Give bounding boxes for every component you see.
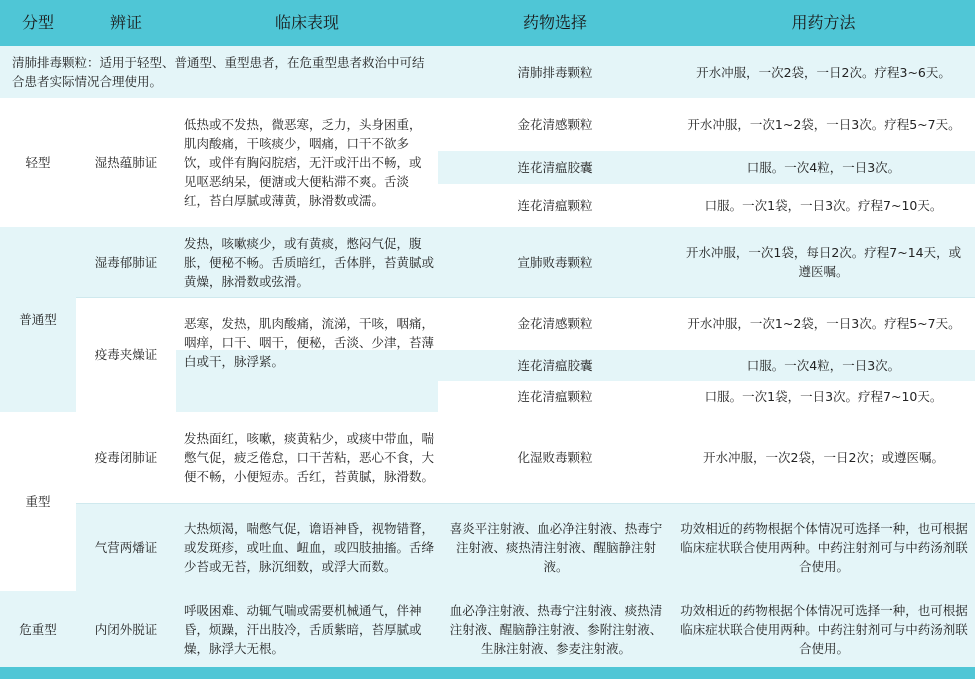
header-method: 用药方法 — [791, 13, 856, 32]
severe-drug-1: 化湿败毒颗粒 — [517, 450, 593, 465]
severe-manifestation-1: 发热面红，咳嗽，痰黄粘少，或痰中带血，喘憋气促，疲乏倦怠，口干苦粘，恶心不食，大便不畅，小便短赤。舌红，苔黄腻，脉滑数。 — [184, 431, 435, 484]
mild-drug-2: 连花清瘟胶囊 — [517, 160, 593, 175]
common-syndrome-1: 湿毒郁肺证 — [94, 254, 158, 270]
severe-method-1: 开水冲服，一次2袋，一日2次；或遵医嘱。 — [703, 450, 944, 465]
critical-method: 功效相近的药物根据个体情况可选择一种，也可根据临床症状联合使用两种。中药注射剂可与中药汤剂联合使用。 — [680, 602, 968, 656]
severe-type: 重型 — [25, 494, 51, 509]
critical-type: 危重型 — [19, 621, 57, 637]
mild-method-1: 开水冲服，一次1~2袋，一日3次。疗程5~7天。 — [687, 117, 961, 132]
critical-drug: 血必净注射液、热毒宁注射液、痰热清注射液、醒脑静注射液、参附注射液、生脉注射液、参麦注射液。 — [449, 602, 663, 656]
table-footer-bar — [0, 667, 975, 679]
common-drug-2a: 金花清感颗粒 — [517, 316, 593, 331]
common-syndrome-2: 疫毒夹燥证 — [94, 347, 158, 362]
general-note: 清肺排毒颗粒：适用于轻型、普通型、重型患者，在危重型患者救治中可结合患者实际情况合理使用。 — [12, 55, 425, 89]
common-drug-1: 宣肺败毒颗粒 — [517, 254, 593, 270]
common-drug-2b: 连花清瘟胶囊 — [517, 358, 593, 373]
common-manifestation-1: 发热，咳嗽痰少，或有黄痰，憋闷气促，腹胀，便秘不畅。舌质暗红，舌体胖，苔黄腻或黄燥，脉滑数或弦滑。 — [184, 235, 435, 289]
common-drug-2c: 连花清瘟颗粒 — [517, 389, 593, 404]
general-drug: 清肺排毒颗粒 — [517, 64, 593, 80]
severe-method-2: 功效相近的药物根据个体情况可选择一种，也可根据临床症状联合使用两种。中药注射剂可与中药汤剂联合使用。 — [680, 520, 968, 574]
common-method-2c: 口服。一次1袋，一日3次。疗程7~10天。 — [704, 389, 943, 404]
header-syndrome: 辨证 — [109, 13, 142, 32]
common-method-1: 开水冲服，一次1袋，每日2次。疗程7~14天，或遵医嘱。 — [685, 245, 962, 279]
common-method-2b: 口服。一次4粒，一日3次。 — [746, 358, 901, 373]
mild-drug-3: 连花清瘟颗粒 — [517, 198, 593, 213]
critical-syndrome: 内闭外脱证 — [94, 621, 158, 637]
table-header — [0, 0, 975, 46]
severe-syndrome-2: 气营两燔证 — [94, 539, 158, 555]
common-manifestation-2: 恶寒，发热，肌肉酸痛，流涕，干咳，咽痛，咽痒，口干、咽干，便秘，舌淡、少津，苔薄白或干，脉浮紧。 — [184, 316, 435, 369]
critical-manifestation: 呼吸困难、动辄气喘或需要机械通气，伴神昏，烦躁，汗出肢冷，舌质紫暗，苔厚腻或燥，脉浮大无根。 — [184, 602, 422, 656]
mild-method-3: 口服。一次1袋，一日3次。疗程7~10天。 — [704, 198, 943, 213]
severe-syndrome-1: 疫毒闭肺证 — [94, 450, 158, 465]
common-method-2a: 开水冲服，一次1~2袋，一日3次。疗程5~7天。 — [687, 316, 961, 331]
header-manifestation: 临床表现 — [274, 13, 339, 32]
severe-drug-2: 喜炎平注射液、血必净注射液、热毒宁注射液、痰热清注射液、醒脑静注射液。 — [449, 520, 663, 574]
header-drug: 药物选择 — [522, 13, 587, 32]
mild-syndrome: 湿热蕴肺证 — [94, 155, 158, 170]
mild-method-2: 口服。一次4粒，一日3次。 — [746, 160, 901, 175]
general-method: 开水冲服，一次2袋，一日2次。疗程3~6天。 — [696, 64, 951, 80]
mild-manifestation: 低热或不发热，微恶寒，乏力，头身困重，肌肉酸痛，干咳痰少，咽痛，口干不欲多饮，或伴有胸闷脘痞，无汗或汗出不畅，或见呕恶纳呆，便溏或大便粘滞不爽。舌淡红，苔白厚腻或薄黄，脉滑数或濡。 — [184, 117, 422, 208]
common-type: 普通型 — [19, 312, 57, 327]
mild-drug-1: 金花清感颗粒 — [517, 117, 593, 132]
header-type: 分型 — [21, 13, 54, 32]
mild-type: 轻型 — [25, 155, 51, 170]
severe-manifestation-2: 大热烦渴，喘憋气促，谵语神昏，视物错瞀，或发斑疹，或吐血、衄血，或四肢抽搐。舌绛少苔或无苔，脉沉细数，或浮大而数。 — [184, 520, 435, 574]
